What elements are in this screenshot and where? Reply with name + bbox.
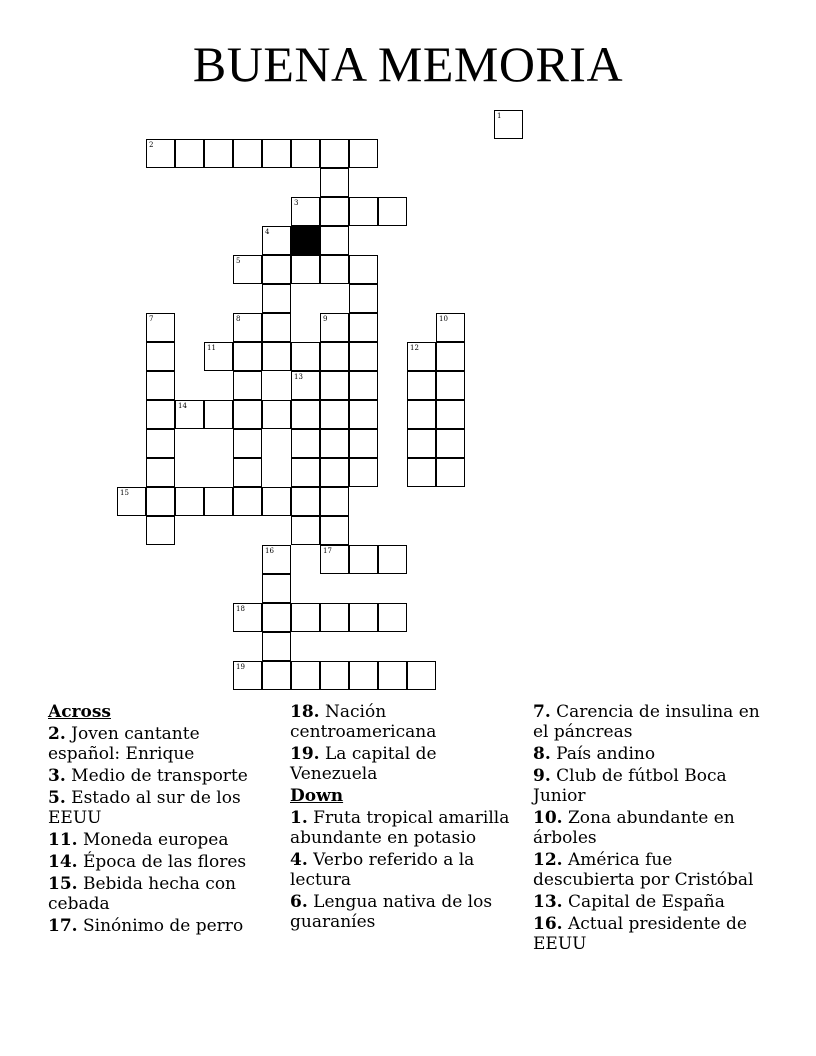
grid-cell[interactable] [233,255,262,284]
clue-number: 19 [236,663,245,671]
grid-cell[interactable] [349,313,378,342]
grid-cell[interactable] [349,342,378,371]
grid-cell[interactable] [320,371,349,400]
grid-cell[interactable] [262,255,291,284]
across-heading: Across [48,702,111,722]
clue-across-5: 5. Estado al sur de los EEUU [48,788,241,828]
grid-cell[interactable] [407,429,436,458]
grid-cell[interactable] [349,284,378,313]
grid-cell[interactable] [320,458,349,487]
clue-down-13: 13. Capital de España [533,892,725,912]
grid-cell[interactable] [320,342,349,371]
grid-cell[interactable] [262,545,291,574]
grid-cell[interactable] [291,516,320,545]
clue-down-12: 12. América fue descubierta por Cristóbal [533,850,754,890]
grid-cell[interactable] [233,458,262,487]
grid-cell[interactable] [117,487,146,516]
grid-cell[interactable] [262,400,291,429]
grid-cell[interactable] [494,110,523,139]
grid-cell[interactable] [349,197,378,226]
grid-cell[interactable] [378,603,407,632]
grid-cell[interactable] [233,400,262,429]
grid-cell[interactable] [204,400,233,429]
grid-cell[interactable] [349,400,378,429]
grid-cell[interactable] [146,487,175,516]
grid-cell[interactable] [146,139,175,168]
grid-cell[interactable] [262,574,291,603]
clue-number: 15 [120,489,129,497]
grid-cell[interactable] [320,197,349,226]
grid-cell[interactable] [204,487,233,516]
clue-across-17: 17. Sinónimo de perro [48,916,244,936]
clue-down-16: 16. Actual presidente de EEUU [533,914,747,954]
grid-cell[interactable] [291,487,320,516]
grid-cell[interactable] [320,603,349,632]
grid-cell[interactable] [436,342,465,371]
clue-down-10: 10. Zona abundante en árboles [533,808,735,848]
clue-across-15: 15. Bebida hecha con cebada [48,874,237,914]
clue-number: 17 [323,547,332,555]
grid-cell[interactable] [436,400,465,429]
clue-number: 18 [236,605,245,613]
clue-number: 14 [178,402,187,410]
grid-cell[interactable] [233,342,262,371]
grid-cell[interactable] [320,168,349,197]
grid-cell[interactable] [436,458,465,487]
grid-cell[interactable] [262,284,291,313]
grid-cell[interactable] [320,139,349,168]
clues-column-1 [48,702,270,938]
grid-cell[interactable] [407,371,436,400]
grid-cell[interactable] [233,603,262,632]
grid-cell[interactable] [349,661,378,690]
grid-cell[interactable] [320,313,349,342]
grid-cell[interactable] [291,342,320,371]
grid-cell[interactable] [233,487,262,516]
grid-cell[interactable] [175,400,204,429]
grid-cell[interactable] [233,139,262,168]
grid-cell[interactable] [320,400,349,429]
grid-cell[interactable] [436,429,465,458]
grid-cell-black [291,226,320,255]
grid-cell[interactable] [146,458,175,487]
grid-cell[interactable] [175,139,204,168]
grid-cell[interactable] [291,458,320,487]
clue-down-9: 9. Club de fútbol Boca Junior [533,766,727,806]
grid-cell[interactable] [407,458,436,487]
grid-cell[interactable] [233,661,262,690]
grid-cell[interactable] [378,545,407,574]
grid-cell[interactable] [436,313,465,342]
clue-number: 7 [149,315,154,323]
clue-number: 9 [323,315,328,323]
clues-column-2 [290,702,514,934]
clue-number: 3 [294,199,299,207]
grid-cell[interactable] [349,139,378,168]
grid-cell[interactable] [204,342,233,371]
grid-cell[interactable] [233,371,262,400]
clue-down-4: 4. Verbo referido a la lectura [290,850,475,890]
grid-cell[interactable] [146,400,175,429]
grid-cell[interactable] [291,197,320,226]
clue-number: 8 [236,315,241,323]
grid-cell[interactable] [291,255,320,284]
clue-number: 16 [265,547,274,555]
grid-cell[interactable] [436,371,465,400]
grid-cell[interactable] [291,139,320,168]
grid-cell[interactable] [262,632,291,661]
clue-across-2: 2. Joven cantante español: Enrique [48,724,200,764]
grid-cell[interactable] [378,197,407,226]
grid-cell[interactable] [349,603,378,632]
grid-cell[interactable] [175,487,204,516]
grid-cell[interactable] [320,661,349,690]
grid-cell[interactable] [291,661,320,690]
grid-cell[interactable] [407,661,436,690]
clue-down-8: 8. País andino [533,744,656,764]
grid-cell[interactable] [291,603,320,632]
clue-across-3: 3. Medio de transporte [48,766,248,786]
clue-down-7: 7. Carencia de insulina en el páncreas [533,702,760,742]
grid-cell[interactable] [320,516,349,545]
grid-cell[interactable] [349,458,378,487]
clue-across-18: 18. Nación centroamericana [290,702,437,742]
grid-cell[interactable] [407,400,436,429]
grid-cell[interactable] [262,313,291,342]
grid-cell[interactable] [262,139,291,168]
clue-across-11: 11. Moneda europea [48,830,229,850]
grid-cell[interactable] [262,487,291,516]
clue-number: 13 [294,373,303,381]
clue-number: 11 [207,344,216,352]
grid-cell[interactable] [146,371,175,400]
clue-number: 5 [236,257,241,265]
grid-cell[interactable] [262,603,291,632]
clues-column-3 [533,702,773,956]
grid-cell[interactable] [349,545,378,574]
grid-cell[interactable] [262,342,291,371]
grid-cell[interactable] [262,226,291,255]
grid-cell[interactable] [262,661,291,690]
clue-down-1: 1. Fruta tropical amarilla abundante en potasio [290,808,510,848]
clue-number: 2 [149,141,154,149]
clue-number: 1 [497,112,502,120]
grid-cell[interactable] [146,516,175,545]
grid-cell[interactable] [204,139,233,168]
clue-number: 10 [439,315,448,323]
clue-number: 4 [265,228,270,236]
grid-cell[interactable] [320,429,349,458]
grid-cell[interactable] [320,545,349,574]
grid-cell[interactable] [291,371,320,400]
grid-cell[interactable] [320,255,349,284]
grid-cell[interactable] [233,429,262,458]
clue-across-14: 14. Época de las flores [48,852,247,872]
grid-cell[interactable] [146,429,175,458]
page-title: BUENA MEMORIA [192,36,624,92]
grid-cell[interactable] [146,342,175,371]
grid-cell[interactable] [407,342,436,371]
down-heading: Down [290,786,344,806]
grid-cell[interactable] [378,661,407,690]
grid-cell[interactable] [291,429,320,458]
grid-cell[interactable] [320,487,349,516]
grid-cell[interactable] [349,255,378,284]
clue-across-19: 19. La capital de Venezuela [290,744,437,784]
grid-cell[interactable] [146,313,175,342]
grid-cell[interactable] [233,313,262,342]
clue-down-6: 6. Lengua nativa de los guaraníes [290,892,493,932]
grid-cell[interactable] [349,429,378,458]
grid-cell[interactable] [349,371,378,400]
grid-cell[interactable] [320,226,349,255]
clue-number: 12 [410,344,419,352]
grid-cell[interactable] [291,400,320,429]
